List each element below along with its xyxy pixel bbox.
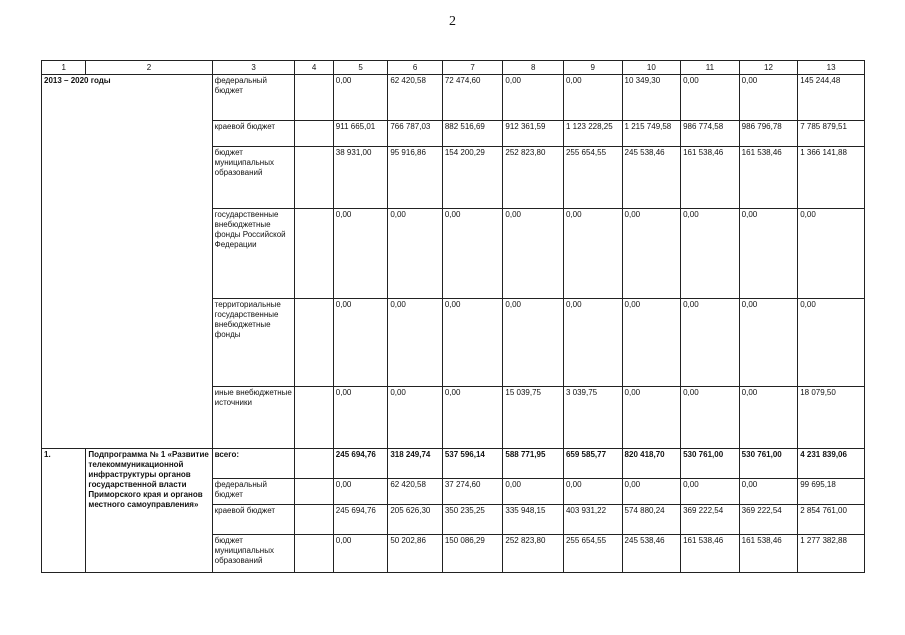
empty-cell [295,299,333,387]
source-cell: всего: [212,449,295,479]
value-cell: 0,00 [388,387,443,449]
column-header: 10 [622,61,681,75]
value-cell: 0,00 [563,75,622,121]
column-header: 2 [86,61,212,75]
value-cell: 0,00 [563,209,622,299]
value-cell: 0,00 [333,387,388,449]
value-cell: 588 771,95 [503,449,564,479]
value-cell: 0,00 [622,479,681,505]
value-cell: 0,00 [739,209,798,299]
value-cell: 0,00 [333,209,388,299]
value-cell: 161 538,46 [681,147,740,209]
value-cell: 0,00 [333,479,388,505]
empty-cell [295,505,333,535]
value-cell: 161 538,46 [681,535,740,573]
value-cell: 50 202,86 [388,535,443,573]
source-cell: иные внебюджетные источники [212,387,295,449]
value-cell: 659 585,77 [563,449,622,479]
header-row [42,61,865,75]
value-cell: 0,00 [563,479,622,505]
value-cell: 986 774,58 [681,121,740,147]
value-cell: 986 796,78 [739,121,798,147]
subprogram-name-cell: Подпрограмма № 1 «Развитие телекоммуникационной инфраструктуры органов государственной власти Приморского края и органов местного самоуправления» [86,449,212,573]
column-header: 7 [442,61,503,75]
value-cell: 62 420,58 [388,479,443,505]
value-cell: 245 538,46 [622,535,681,573]
value-cell: 10 349,30 [622,75,681,121]
value-cell: 0,00 [503,479,564,505]
source-cell: краевой бюджет [212,505,295,535]
source-cell: федеральный бюджет [212,479,295,505]
empty-cell [295,449,333,479]
source-cell: государственные внебюджетные фонды Российской Федерации [212,209,295,299]
value-cell: 252 823,80 [503,535,564,573]
source-cell: территориальные государственные внебюджетные фонды [212,299,295,387]
value-cell: 0,00 [681,299,740,387]
value-cell: 0,00 [388,299,443,387]
value-cell: 820 418,70 [622,449,681,479]
value-cell: 161 538,46 [739,535,798,573]
empty-cell [295,75,333,121]
empty-cell [295,147,333,209]
value-cell: 1 277 382,88 [798,535,865,573]
value-cell: 574 880,24 [622,505,681,535]
value-cell: 0,00 [798,299,865,387]
value-cell: 37 274,60 [442,479,503,505]
value-cell: 150 086,29 [442,535,503,573]
column-header: 9 [563,61,622,75]
value-cell: 62 420,58 [388,75,443,121]
value-cell: 0,00 [333,299,388,387]
value-cell: 537 596,14 [442,449,503,479]
value-cell: 0,00 [681,209,740,299]
column-header: 1 [42,61,86,75]
value-cell: 3 039,75 [563,387,622,449]
value-cell: 1 123 228,25 [563,121,622,147]
value-cell: 2 854 761,00 [798,505,865,535]
value-cell: 912 361,59 [503,121,564,147]
value-cell: 0,00 [442,209,503,299]
period-cell: 2013 – 2020 годы [42,75,213,449]
value-cell: 0,00 [739,479,798,505]
value-cell: 245 694,76 [333,505,388,535]
value-cell: 0,00 [622,387,681,449]
value-cell: 0,00 [333,75,388,121]
page-number: 2 [449,14,456,29]
value-cell: 255 654,55 [563,147,622,209]
value-cell: 335 948,15 [503,505,564,535]
value-cell: 38 931,00 [333,147,388,209]
value-cell: 15 039,75 [503,387,564,449]
value-cell: 0,00 [739,299,798,387]
empty-cell [295,209,333,299]
item-number-cell: 1. [42,449,86,573]
column-header: 13 [798,61,865,75]
value-cell: 0,00 [563,299,622,387]
value-cell: 1 215 749,58 [622,121,681,147]
column-header: 6 [388,61,443,75]
source-cell: бюджет муниципальных образований [212,147,295,209]
column-header: 4 [295,61,333,75]
value-cell: 766 787,03 [388,121,443,147]
empty-cell [295,535,333,573]
value-cell: 95 916,86 [388,147,443,209]
value-cell: 0,00 [333,535,388,573]
value-cell: 255 654,55 [563,535,622,573]
value-cell: 245 538,46 [622,147,681,209]
column-header: 8 [503,61,564,75]
value-cell: 7 785 879,51 [798,121,865,147]
value-cell: 99 695,18 [798,479,865,505]
value-cell: 72 474,60 [442,75,503,121]
value-cell: 154 200,29 [442,147,503,209]
value-cell: 0,00 [681,75,740,121]
value-cell: 0,00 [739,75,798,121]
value-cell: 1 366 141,88 [798,147,865,209]
value-cell: 18 079,50 [798,387,865,449]
value-cell: 0,00 [622,299,681,387]
source-cell: бюджет муниципальных образований [212,535,295,573]
value-cell: 882 516,69 [442,121,503,147]
value-cell: 252 823,80 [503,147,564,209]
column-header: 3 [212,61,295,75]
value-cell: 911 665,01 [333,121,388,147]
value-cell: 205 626,30 [388,505,443,535]
value-cell: 0,00 [681,479,740,505]
column-header: 11 [681,61,740,75]
empty-cell [295,121,333,147]
value-cell: 530 761,00 [739,449,798,479]
value-cell: 0,00 [503,209,564,299]
value-cell: 369 222,54 [739,505,798,535]
table-row [42,75,865,121]
value-cell: 0,00 [388,209,443,299]
empty-cell [295,387,333,449]
value-cell: 0,00 [681,387,740,449]
value-cell: 0,00 [798,209,865,299]
budget-table [41,60,865,573]
source-cell: краевой бюджет [212,121,295,147]
value-cell: 530 761,00 [681,449,740,479]
value-cell: 369 222,54 [681,505,740,535]
value-cell: 0,00 [442,387,503,449]
value-cell: 0,00 [503,75,564,121]
value-cell: 318 249,74 [388,449,443,479]
value-cell: 403 931,22 [563,505,622,535]
column-header: 5 [333,61,388,75]
column-header: 12 [739,61,798,75]
value-cell: 0,00 [622,209,681,299]
source-cell: федеральный бюджет [212,75,295,121]
value-cell: 145 244,48 [798,75,865,121]
empty-cell [295,479,333,505]
table-row [42,449,865,479]
value-cell: 245 694,76 [333,449,388,479]
value-cell: 0,00 [442,299,503,387]
value-cell: 161 538,46 [739,147,798,209]
value-cell: 4 231 839,06 [798,449,865,479]
value-cell: 0,00 [503,299,564,387]
value-cell: 350 235,25 [442,505,503,535]
value-cell: 0,00 [739,387,798,449]
